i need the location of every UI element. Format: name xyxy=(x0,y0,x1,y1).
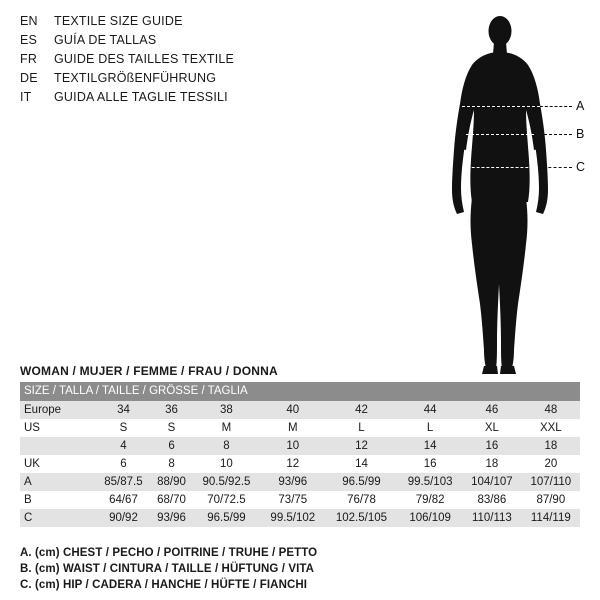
language-code-de: DE xyxy=(20,71,38,85)
cell: 12 xyxy=(261,455,325,473)
cell: 6 xyxy=(151,437,192,455)
row-label-uk: UK xyxy=(20,455,96,473)
cell: 36 xyxy=(151,401,192,419)
language-text-es: GUÍA DE TALLAS xyxy=(54,33,157,47)
cell: 114/119 xyxy=(522,509,580,527)
cell: 88/90 xyxy=(151,473,192,491)
cell: 85/87.5 xyxy=(96,473,151,491)
cell: 106/109 xyxy=(398,509,462,527)
cell: 102.5/105 xyxy=(325,509,398,527)
cell: 90.5/92.5 xyxy=(192,473,261,491)
cell: 93/96 xyxy=(151,509,192,527)
female-silhouette-icon xyxy=(400,8,600,378)
table-header-row xyxy=(20,382,580,401)
cell: 8 xyxy=(192,437,261,455)
cell: 18 xyxy=(522,437,580,455)
language-text-it: GUIDA ALLE TAGLIE TESSILI xyxy=(54,90,228,104)
cell: 96.5/99 xyxy=(325,473,398,491)
measure-line-a-inner xyxy=(462,106,540,107)
cell: 12 xyxy=(325,437,398,455)
row-label-us-numeric xyxy=(20,437,96,455)
cell: L xyxy=(398,419,462,437)
measure-line-c-inner xyxy=(462,167,538,168)
measure-label-a: A xyxy=(576,99,585,113)
cell: M xyxy=(192,419,261,437)
cell: 20 xyxy=(522,455,580,473)
cell: 96.5/99 xyxy=(192,509,261,527)
cell: 44 xyxy=(398,401,462,419)
cell: 16 xyxy=(398,455,462,473)
language-code-fr: FR xyxy=(20,52,38,66)
note-c: C. (cm) HIP / CADERA / HANCHE / HÜFTE / FIANCHI xyxy=(20,579,308,591)
cell: 34 xyxy=(96,401,151,419)
language-code-it: IT xyxy=(20,90,32,104)
note-a: A. (cm) CHEST / PECHO / POITRINE / TRUHE / PETTO xyxy=(20,547,318,559)
cell: 14 xyxy=(398,437,462,455)
cell: 10 xyxy=(261,437,325,455)
cell: 99.5/103 xyxy=(398,473,462,491)
measure-line-b-outer xyxy=(534,134,572,135)
note-b: B. (cm) WAIST / CINTURA / TAILLE / HÜFTUNG / VITA xyxy=(20,563,315,575)
table-row xyxy=(20,419,580,437)
language-row-de xyxy=(20,71,350,90)
language-text-de: TEXTILGRÖßENFÜHRUNG xyxy=(54,71,217,85)
cell: 107/110 xyxy=(522,473,580,491)
language-row-it xyxy=(20,90,350,109)
cell: 110/113 xyxy=(462,509,522,527)
cell: 68/70 xyxy=(151,491,192,509)
row-label-b: B xyxy=(20,491,96,509)
cell: 73/75 xyxy=(261,491,325,509)
cell: 79/82 xyxy=(398,491,462,509)
cell: 70/72.5 xyxy=(192,491,261,509)
row-label-us: US xyxy=(20,419,96,437)
cell: XL xyxy=(462,419,522,437)
measure-line-b-inner xyxy=(466,134,534,135)
cell: 4 xyxy=(96,437,151,455)
cell: 104/107 xyxy=(462,473,522,491)
cell: 8 xyxy=(151,455,192,473)
cell: M xyxy=(261,419,325,437)
table-row xyxy=(20,491,580,509)
cell: 87/90 xyxy=(522,491,580,509)
cell: 40 xyxy=(261,401,325,419)
measurement-notes xyxy=(20,545,580,593)
row-label-europe: Europe xyxy=(20,401,96,419)
language-header xyxy=(20,14,350,109)
measure-label-c: C xyxy=(576,160,586,174)
cell: 46 xyxy=(462,401,522,419)
language-code-es: ES xyxy=(20,33,38,47)
row-label-a: A xyxy=(20,473,96,491)
measure-line-a-outer xyxy=(540,106,572,107)
measure-label-b: B xyxy=(576,127,585,141)
cell: 64/67 xyxy=(96,491,151,509)
measure-line-c-outer xyxy=(538,167,572,168)
language-row-fr xyxy=(20,52,350,71)
row-label-c: C xyxy=(20,509,96,527)
cell: 48 xyxy=(522,401,580,419)
language-row-en xyxy=(20,14,350,33)
cell: 10 xyxy=(192,455,261,473)
language-code-en: EN xyxy=(20,14,38,28)
table-row xyxy=(20,401,580,419)
table-group-title: WOMAN / MUJER / FEMME / FRAU / DONNA xyxy=(20,364,278,378)
size-table xyxy=(20,382,580,527)
cell: 6 xyxy=(96,455,151,473)
language-row-es xyxy=(20,33,350,52)
cell: 90/92 xyxy=(96,509,151,527)
cell: 93/96 xyxy=(261,473,325,491)
table-row xyxy=(20,437,580,455)
table-row xyxy=(20,473,580,491)
table-row xyxy=(20,509,580,527)
cell: S xyxy=(96,419,151,437)
cell: S xyxy=(151,419,192,437)
cell: XXL xyxy=(522,419,580,437)
cell: 83/86 xyxy=(462,491,522,509)
cell: 99.5/102 xyxy=(261,509,325,527)
cell: 38 xyxy=(192,401,261,419)
cell: 16 xyxy=(462,437,522,455)
table-header-label: SIZE / TALLA / TAILLE / GRÖSSE / TAGLIA xyxy=(20,382,580,401)
language-text-fr: GUIDE DES TAILLES TEXTILE xyxy=(54,52,235,66)
cell: 42 xyxy=(325,401,398,419)
cell: L xyxy=(325,419,398,437)
cell: 14 xyxy=(325,455,398,473)
figure-container xyxy=(400,8,600,378)
table-row xyxy=(20,455,580,473)
cell: 76/78 xyxy=(325,491,398,509)
cell: 18 xyxy=(462,455,522,473)
language-text-en: TEXTILE SIZE GUIDE xyxy=(54,14,183,28)
